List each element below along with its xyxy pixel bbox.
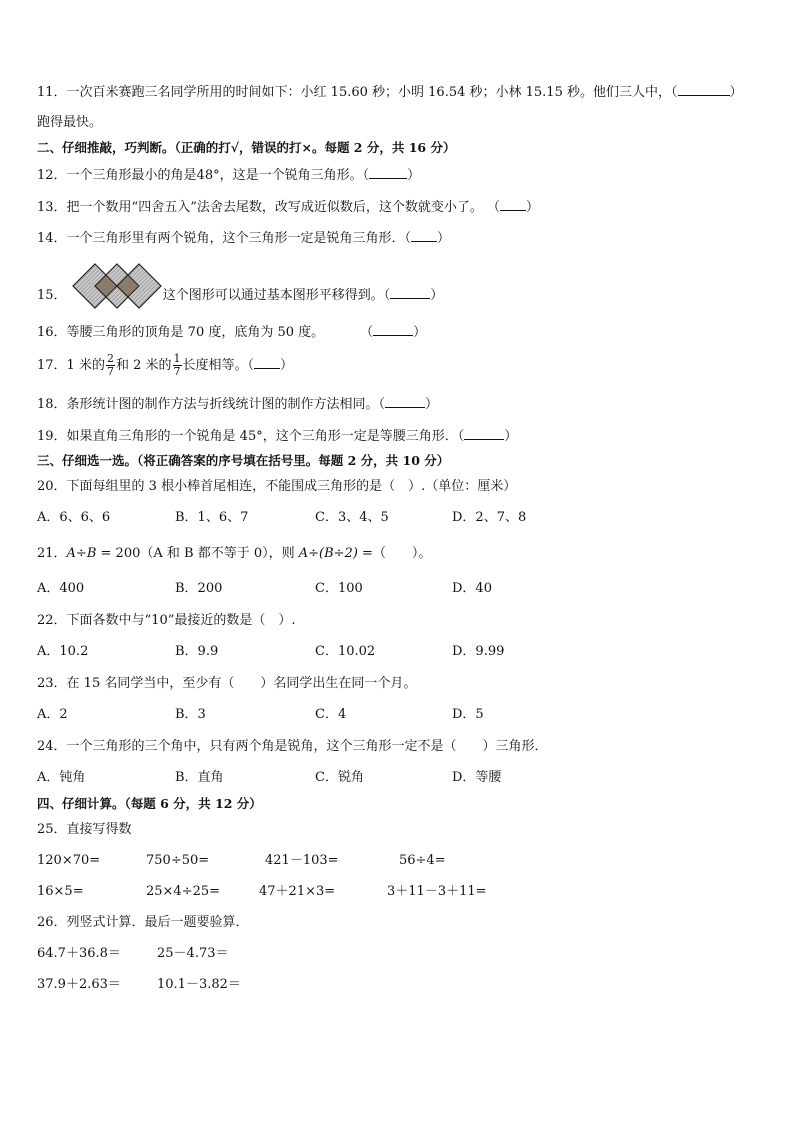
question-22: 22．下面各数中与“10”最接近的数是（ ）. (37, 613, 296, 628)
option-a[interactable]: A．10.2 (37, 644, 89, 659)
paren-close: ） (430, 288, 444, 303)
answer-blank[interactable] (254, 355, 280, 369)
paren-close: ） (525, 200, 539, 215)
paren-open: （ (671, 85, 678, 100)
question-21-text: = 200（A 和 B 都不等于 0），则 (96, 546, 299, 561)
calc-item: 16×5= (37, 884, 84, 899)
fraction (173, 353, 182, 378)
paren-close: ） (729, 85, 743, 100)
question-20: 20．下面每组里的 3 根小棒首尾相连，不能围成三角形的是（ ）.（单位：厘米） (37, 479, 517, 494)
question-11-line2: 跑得最快。 (37, 115, 103, 130)
section-4-heading: 四、仔细计算。（每题 6 分，共 12 分） (37, 796, 262, 811)
calc-item: 25－4.73＝ (157, 946, 229, 961)
option-b[interactable]: B．直角 (175, 770, 224, 785)
option-d[interactable]: D．40 (452, 581, 492, 596)
paren-close: ） (504, 429, 518, 444)
option-d[interactable]: D．9.99 (452, 644, 505, 659)
calc-item: 64.7＋36.8＝ (37, 946, 121, 961)
answer-blank[interactable] (390, 285, 430, 299)
question-12-text: 12．一个三角形最小的角是48°，这是一个锐角三角形。（ (37, 168, 370, 183)
answer-blank[interactable] (373, 322, 413, 336)
question-15-text: 这个图形可以通过基本图形平移得到。（ (162, 288, 391, 303)
option-c[interactable]: C．100 (315, 581, 363, 596)
question-11 (37, 82, 743, 102)
option-d[interactable]: D．2、7、8 (452, 510, 527, 525)
option-b[interactable]: B．200 (175, 581, 223, 596)
option-b[interactable]: B．9.9 (175, 644, 219, 659)
answer-blank[interactable] (411, 228, 437, 242)
calc-item: 750÷50= (146, 853, 210, 868)
answer-blank[interactable] (369, 165, 407, 179)
math-expression: A÷B (66, 546, 97, 561)
fraction (106, 353, 115, 378)
paren-close: ） (407, 168, 421, 183)
fraction-numerator: 2 (106, 352, 114, 365)
question-24: 24．一个三角形的三个角中，只有两个角是锐角，这个三角形一定不是（ ）三角形． (37, 739, 548, 754)
question-11-text: 11．一次百米赛跑三名同学所用的时间如下：小红 15.60 秒；小明 16.54 秒；小林 15.15 秒。他们三人中， (37, 85, 671, 100)
question-17-text: 长度相等。（ (182, 358, 255, 373)
calc-item: 120×70= (37, 853, 101, 868)
section-3-heading: 三、仔细选一选。（将正确答案的序号填在括号里。每题 2 分，共 10 分） (37, 453, 450, 468)
question-17-text: 和 2 米的 (115, 358, 172, 373)
question-19 (37, 426, 517, 446)
question-15 (37, 262, 443, 329)
paren-open: （ (360, 325, 374, 340)
answer-blank[interactable] (464, 426, 504, 440)
calc-item: 10.1－3.82＝ (157, 977, 241, 992)
question-13 (37, 197, 539, 217)
fraction-denominator: 7 (106, 365, 114, 378)
option-c[interactable]: C．锐角 (315, 770, 364, 785)
option-a[interactable]: A．2 (37, 707, 68, 722)
paren-close: ） (413, 325, 427, 340)
option-a[interactable]: A．钝角 (37, 770, 86, 785)
question-25-title: 25．直接写得数 (37, 822, 132, 837)
option-b[interactable]: B．1、6、7 (175, 510, 249, 525)
question-21-text: =（ ）。 (357, 546, 432, 561)
question-18 (37, 394, 438, 414)
option-c[interactable]: C．3、4、5 (315, 510, 389, 525)
option-a[interactable]: A．6、6、6 (37, 510, 111, 525)
question-15-number: 15． (37, 288, 67, 303)
question-19-text: 19．如果直角三角形的一个锐角是 45°，这个三角形一定是等腰三角形．（ (37, 429, 465, 444)
question-16 (37, 322, 426, 342)
fraction-numerator: 1 (173, 352, 181, 365)
question-16-text: 16．等腰三角形的顶角是 70 度，底角为 50 度。 (37, 325, 325, 340)
question-18-text: 18．条形统计图的制作方法与折线统计图的制作方法相同。（ (37, 397, 386, 412)
option-d[interactable]: D．等腰 (452, 770, 502, 785)
option-c[interactable]: C．4 (315, 707, 347, 722)
question-14 (37, 228, 450, 248)
question-14-text: 14．一个三角形里有两个锐角，这个三角形一定是锐角三角形．（ (37, 231, 412, 246)
overlapping-diamonds-figure (71, 262, 163, 329)
question-17-text: 17．1 米的 (37, 358, 105, 373)
calc-item: 37.9＋2.63＝ (37, 977, 121, 992)
option-c[interactable]: C．10.02 (315, 644, 376, 659)
paren-close: ） (437, 231, 451, 246)
answer-blank[interactable] (500, 197, 526, 211)
answer-blank[interactable] (385, 394, 425, 408)
question-26-title: 26．列竖式计算．最后一题要验算． (37, 915, 249, 930)
question-12 (37, 165, 420, 185)
question-21-number: 21． (37, 546, 67, 561)
question-13-text: 13．把一个数用“四舍五入”法舍去尾数，改写成近似数后，这个数就变小了。 （ (37, 200, 500, 215)
calc-item: 421－103= (265, 853, 339, 868)
paren-close: ） (280, 358, 294, 373)
calc-item: 56÷4= (399, 853, 446, 868)
paren-close: ） (425, 397, 439, 412)
question-23: 23．在 15 名同学当中，至少有（ ）名同学出生在同一个月。 (37, 676, 417, 691)
question-21 (37, 545, 431, 563)
calc-item: 47＋21×3= (259, 884, 336, 899)
calc-item: 25×4÷25= (146, 884, 221, 899)
option-b[interactable]: B．3 (175, 707, 206, 722)
calc-item: 3＋11－3＋11= (387, 884, 487, 899)
math-expression: A÷(B÷2) (298, 546, 358, 561)
answer-blank[interactable] (678, 82, 730, 96)
section-2-heading: 二、仔细推敲，巧判断。（正确的打√，错误的打×。每题 2 分，共 16 分） (37, 140, 456, 155)
option-a[interactable]: A．400 (37, 581, 85, 596)
fraction-denominator: 7 (173, 365, 181, 378)
option-d[interactable]: D．5 (452, 707, 484, 722)
question-17 (37, 349, 293, 383)
